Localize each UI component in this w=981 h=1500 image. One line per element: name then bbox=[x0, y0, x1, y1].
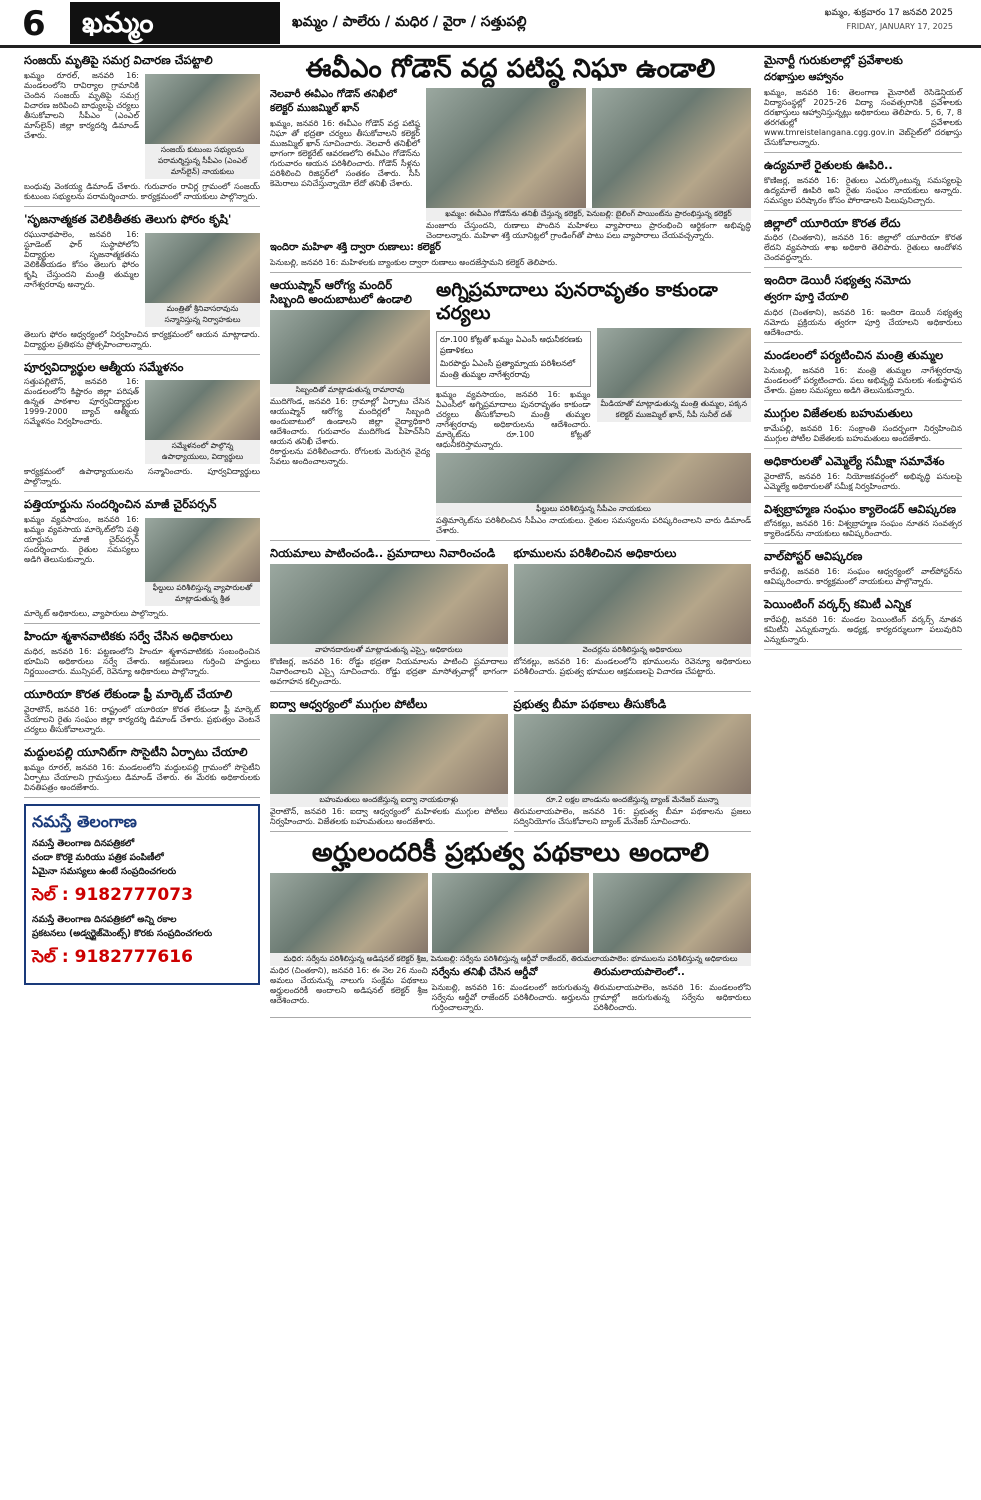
article-body: కొణిజర్ల, జనవరి 16: రోడ్డు భద్రతా నియమాలను పాటించి ప్రమాదాలు నివారించాలని ఎస్సై సూచించారు. రోడ్డు భద్రతా మాసోత్సవాల్లో భాగంగా అవగాహన కల్పించారు. bbox=[270, 656, 508, 686]
headline: వాల్‌పోస్టర్ ఆవిష్కరణ bbox=[764, 549, 863, 564]
headline: 'సృజనాత్మకత వెలికితీతకు తెలుగు ఫోరం కృషి' bbox=[24, 211, 232, 226]
article-body: ఖమ్మం రూరల్, జనవరి 16: మండలంలోని మద్దులపల్లి గ్రామంలో సొసైటీని ఏర్పాటు చేయాలని గ్రామస్తులు డిమాండ్ చేశారు. ఈ మేరకు అధికారులకు వినతిపత్రం అందజేశారు. bbox=[24, 762, 260, 792]
page-number: 6 bbox=[22, 4, 46, 44]
highlight-box bbox=[436, 331, 591, 387]
photo-caption: ఖమ్మం: ఈవీఎం గోడౌన్‌ను తనిఖీ చేస్తున్న కలెక్టర్, పెనుబల్లి: బైలింగ్ పాయింట్‌ను ప్రారంభిస్తున్న కలెక్టర్ bbox=[426, 208, 751, 221]
headline: నియమాలు పాటించండి.. ప్రమాదాలు నివారించండి bbox=[270, 545, 496, 560]
article-body: కొణిజర్ల, జనవరి 16: రైతులు ఎదుర్కొంటున్న సమస్యలపై ఉద్యమాలే ఊపిరి అని రైతు సంఘం నాయకులు అన్నారు. సమస్యల పరిష్కారం కోసం పోరాడాలని పిలుపునిచ్చారు. bbox=[764, 175, 962, 205]
article-mla-review bbox=[764, 455, 962, 497]
article-body: మార్కెట్ అధికారులు, వ్యాపారులు పాల్గొన్నారు. bbox=[24, 609, 169, 619]
photo-caption: బహుమతులు అందజేస్తున్న ఐద్వా నాయకురాళ్లు bbox=[270, 794, 508, 807]
article-body: ముదిగొండ, జనవరి 16: గ్రామాల్లో ఏర్పాటు చేసిన ఆయుష్మాన్ ఆరోగ్య మందిర్లలో సిబ్బంది అందుబాటులో ఉండాలని జిల్లా వైద్యాధికారి ఆదేశించారు. గురువారం ముదిగొండ పీహెచ్‌సీని ఆయన తనిఖీ చేశారు. bbox=[270, 396, 430, 446]
headline: అర్హులందరికీ ప్రభుత్వ పథకాలు అందాలి bbox=[311, 838, 710, 869]
article-alumni bbox=[24, 361, 260, 493]
article-body: బంధువు వెంకయ్య డిమాండ్ చేశారు. గురువారం రావిర్ల గ్రామంలో సంజయ్ కుటుంబ సభ్యులను పరామర్శించారు. కార్యక్రమంలో నాయకులు పాల్గొన్నారు. bbox=[24, 181, 260, 201]
article-body: కారేపల్లి, జనవరి 16: మండల పెయింటింగ్ వర్కర్స్ నూతన కమిటీని ఎన్నుకున్నారు. అధ్యక్ష, కార్యదర్శులుగా పలువురిని ఎన్నుకున్నారు. bbox=[764, 614, 962, 644]
article-body: బోనకల్లు, జనవరి 16: మండలంలోని భూములను రెవెన్యూ అధికారులు పరిశీలించారు. ప్రభుత్వ భూముల ఆక్రమణలపై విచారణ చేపట్టారు. bbox=[513, 656, 751, 676]
photo-caption: మీడియాతో మాట్లాడుతున్న మంత్రి తుమ్మల, పక్కన కలెక్టర్ ముజమ్మిల్ ఖాన్, సీపీ సునీల్ దత్ bbox=[597, 398, 752, 422]
headline: ఉద్యమాలే రైతులకు ఊపిరి.. bbox=[764, 157, 893, 172]
article-body: ఖమ్మం వ్యవసాయం, జనవరి 16: ఖమ్మం ఏఎంసీలో అగ్నిప్రమాదాలు పునరావృతం కాకుండా చర్యలు తీసుకోవాలని మంత్రి తుమ్మల నాగేశ్వరరావు అధికారులను ఆదేశించారు. మార్కెట్‌ను రూ.100 కోట్లతో ఆధునీకరిస్తామన్నారు. bbox=[436, 389, 591, 449]
article-body: బోనకల్లు, జనవరి 16: విశ్వబ్రాహ్మణ సంఘం నూతన సంవత్సర క్యాలెండర్‌ను నాయకులు ఆవిష్కరించారు. bbox=[764, 519, 962, 539]
article-insurance bbox=[514, 698, 752, 833]
news-photo bbox=[592, 88, 752, 208]
article-body: రికార్డులను పరిశీలించారు. రోగులకు మెరుగైన వైద్య సేవలు అందించాలన్నారు. bbox=[270, 446, 430, 466]
photo-caption: సంజయ్ కుటుంబ సభ్యులను పరామర్శిస్తున్న సీపీఎం (ఎంఎల్ మాస్‌లైన్) నాయకులు bbox=[145, 144, 260, 179]
subheadline: దరఖాస్తుల ఆహ్వానం bbox=[764, 71, 844, 83]
edition-title: ఖమ్మం bbox=[70, 2, 280, 44]
subheadline: నెలవారీ ఈవీఎం గోడౌన్ తనిఖీలో కలెక్టర్ ముజమ్మిల్ ఖాన్ bbox=[270, 89, 397, 115]
article-cotton-yard bbox=[24, 498, 260, 624]
headline: మండలంలో పర్యటించిన మంత్రి తుమ్మల bbox=[764, 348, 944, 363]
article-calendar-launch bbox=[764, 503, 962, 545]
photo-caption: ఫీల్డులు పరిశీలిస్తున్న వ్యాపారులతో మాట్లాడుతున్న శ్రీత bbox=[145, 582, 260, 606]
article-body: కారేపల్లి, జనవరి 16: సంఘం ఆధ్వర్యంలో వాల్‌పోస్టర్‌ను ఆవిష్కరించారు. కార్యక్రమంలో నాయకులు పాల్గొన్నారు. bbox=[764, 567, 962, 587]
photo-caption: వాహనదారులతో మాట్లాడుతున్న ఎస్సై, అధికారులు bbox=[270, 644, 508, 657]
article-body: ఖమ్మం రూరల్, జనవరి 16: మండలంలోని రావిర్యాల గ్రామానికి చెందిన సంజయ్ మృతిపై సమగ్ర విచారణ జరిపించి బాధ్యులపై చర్యలు తీసుకోవాలని సీపీఎం (ఎంఎల్ మాస్‌లైన్) జిల్లా కార్యదర్శి డిమాండ్ చేశారు. bbox=[24, 70, 139, 140]
article-body: మధిర (చింతకాని), జనవరి 16: ఇందిరా డెయిరీ సభ్యత్వ నమోదు ప్రక్రియను త్వరగా పూర్తి చేయాలని అధికారులు ఆదేశించారు. bbox=[764, 308, 962, 338]
photo-caption: మధిర: సర్వేను పరిశీలిస్తున్న అడిషనల్ కలెక్టర్ శ్రీజ, పెనుబల్లి: సర్వేను పరిశీలిస్తున్న ఆర్డీవో రాజేందర్, తిరుమలాయపాలెం: భూములను పరిశీలిస్తున్న అధికారులు bbox=[270, 953, 751, 966]
headline: పూర్వవిద్యార్థుల ఆత్మీయ సమ్మేళనం bbox=[24, 359, 184, 374]
ad-text: నమస్తే తెలంగాణ దినపత్రికలో bbox=[32, 838, 135, 849]
headline: అధికారులతో ఎమ్మెల్యే సమీక్షా సమావేశం bbox=[764, 453, 945, 468]
headline: హిందూ శ్మశానవాటికకు సర్వే చేసిన అధికారులు bbox=[24, 629, 233, 644]
column-left bbox=[24, 54, 260, 985]
highlight-item: మిరపొద్దు ఏఎంసీ ప్రత్యామ్నాయ పరిశీలనలో మంత్రి తుమ్మల నాగేశ్వరరావు bbox=[440, 358, 576, 379]
photo-caption: వెంచర్లను పరిశీలిస్తున్న అధికారులు bbox=[514, 644, 752, 657]
article-farmers-movement bbox=[764, 159, 962, 211]
article-rangoli-prizes bbox=[764, 407, 962, 449]
news-photo bbox=[514, 714, 752, 794]
article-minister-visit bbox=[764, 349, 962, 401]
article-body: తెలుగు ఫోరం ఆధ్వర్యంలో నిర్వహించిన కార్యక్రమంలో ఆయన మాట్లాడారు. విద్యార్థుల ప్రతిభను ప్రోత్సహించాలన్నారు. bbox=[24, 329, 260, 349]
ad-phone: సెల్ : 9182777073 bbox=[32, 884, 193, 905]
subheadline: సర్వేను తనిఖీ చేసిన ఆర్డీవో bbox=[431, 966, 538, 978]
photo-caption: మంత్రితో శ్రీనివాసరావును సన్మానిస్తున్న నిర్వాహకులు bbox=[145, 303, 260, 327]
news-photo bbox=[436, 453, 751, 503]
article-sanjay bbox=[24, 54, 260, 207]
article-body: వైరాటౌన్, జనవరి 16: రాష్ట్రంలో యూరియా కొరత లేకుండా ఫ్రీ మార్కెట్ చేయాలని రైతు సంఘం జిల్లా కార్యదర్శి డిమాండ్ చేశారు. ప్రభుత్వం వెంటనే చర్యలు తీసుకోవాలన్నారు. bbox=[24, 704, 260, 734]
news-photo bbox=[145, 380, 260, 440]
ad-brand: నమస్తే తెలంగాణ bbox=[32, 811, 137, 831]
article-road-safety bbox=[270, 547, 508, 692]
article-health-center bbox=[270, 279, 430, 541]
news-photo bbox=[514, 564, 752, 644]
article-minority-gurukul bbox=[764, 54, 962, 153]
news-photo bbox=[270, 310, 430, 384]
headline: భూములను పరిశీలించిన అధికారులు bbox=[513, 545, 677, 560]
photo-caption: రూ.2 లక్షల బాండును అందజేస్తున్న బ్యాంక్ మేనేజర్ మున్నా bbox=[514, 794, 752, 807]
article-body: పత్తిమార్కెట్‌ను పరిశీలించిన సీపీఎం నాయకులు. రైతుల సమస్యలను పరిష్కరించాలని వారు డిమాండ్ చేశారు. bbox=[436, 515, 751, 535]
article-body: పెనుబల్లి, జనవరి 16: మంత్రి తుమ్మల నాగేశ్వరరావు మండలంలో పర్యటించారు. పలు అభివృద్ధి పనులకు శంకుస్థాపన చేశారు. ప్రజల సమస్యలు అడిగి తెలుసుకున్నారు. bbox=[764, 365, 962, 395]
news-photo bbox=[145, 518, 260, 582]
headline: ఇందిరా డెయిరీ సభ్యత్వ నమోదు bbox=[764, 273, 911, 288]
photo-caption: ఫీల్డులు పరిశీలిస్తున్న సీపీఎం నాయకులు bbox=[436, 503, 751, 516]
ad-phone: సెల్ : 9182777616 bbox=[32, 946, 193, 967]
article-dairy bbox=[764, 274, 962, 343]
news-photo bbox=[145, 233, 260, 303]
headline: ప్రభుత్వ బీమా పథకాలు తీసుకోండి bbox=[513, 696, 667, 711]
news-photo bbox=[432, 873, 590, 953]
article-body: తిరుమలాయపాలెం, జనవరి 16: మండలంలోని గ్రామాల్లో జరుగుతున్న సర్వేను అధికారులు పరిశీలించారు. bbox=[593, 982, 752, 1012]
article-painting-workers bbox=[764, 598, 962, 650]
news-photo bbox=[426, 88, 586, 208]
news-photo bbox=[597, 328, 752, 398]
headline: జిల్లాలో యూరియా కొరత లేదు bbox=[764, 215, 901, 230]
article-body: మధిర, జనవరి 16: పట్టణంలోని హిందూ శ్మశానవాటికకు సంబంధించిన భూమిని అధికారులు సర్వే చేశారు. ఆక్రమణలు గుర్తించి హద్దులు నిర్ణయించారు. మున్సిపల్, రెవెన్యూ అధికారులు పాల్గొన్నారు. bbox=[24, 646, 260, 676]
article-body: మంజూరు చేస్తుందని, రుణాలు పొందిన మహిళలు వ్యాపారాలు ప్రారంభించి ఆర్థికంగా అభివృద్ధి చెందాలన్నారు. మహిళా శక్తి యూనిట్లలో గ్రాండింగ్‌తో పాటు పలు వ్యాపారాలు చేయవచ్చన్నారు. bbox=[426, 221, 751, 241]
article-body: ఖమ్మం, జనవరి 16: తెలంగాణ మైనారిటీ రెసిడెన్షియల్ విద్యాసంస్థల్లో 2025-26 విద్యా సంవత్సరానికి ప్రవేశాలకు దరఖాస్తులు ఆహ్వానిస్తున్నట్లు అధికారులు తెలిపారు. 5, 6, 7, 8 తరగతుల్లో ప్రవేశాలకు www.tmreistelangana.cgg.gov.in వెబ్‌సైట్‌లో దరఖాస్తు చేసుకోవాలన్నారు. bbox=[764, 87, 962, 147]
article-urea bbox=[24, 688, 260, 740]
article-no-urea-shortage bbox=[764, 217, 962, 269]
section-list: ఖమ్మం / పాలేరు / మధిర / వైరా / సత్తుపల్లి bbox=[292, 14, 527, 30]
column-center bbox=[270, 54, 751, 1024]
photo-caption: సమ్మేళనంలో పాల్గొన్న ఉపాధ్యాయులు, విద్యార్థులు bbox=[145, 440, 260, 464]
date-telugu: ఖమ్మం, శుక్రవారం 17 జనవరి 2025 bbox=[824, 8, 953, 18]
article-body: పెనుబల్లి, జనవరి 16: మహిళలకు బ్యాంకుల ద్వారా రుణాలు అందజేస్తామని కలెక్టర్ తెలిపారు. bbox=[270, 258, 558, 268]
ad-text: చందా కొరకై మరియు పత్రిక పంపిణీలో bbox=[32, 852, 164, 863]
article-society bbox=[24, 746, 260, 798]
article-fire-prevention bbox=[436, 279, 751, 541]
article-cemetery-survey bbox=[24, 630, 260, 682]
photo-caption: సిబ్బందితో మాట్లాడుతున్న రామారావు bbox=[270, 384, 430, 397]
date-english: FRIDAY, JANUARY 17, 2025 bbox=[846, 22, 953, 31]
headline: అగ్నిప్రమాదాలు పునరావృతం కాకుండా చర్యలు bbox=[436, 279, 718, 324]
news-photo bbox=[145, 74, 260, 144]
news-photo bbox=[270, 873, 428, 953]
article-body: పెనుబల్లి, జనవరి 16: మండలంలో జరుగుతున్న సర్వేను ఆర్డీవో రాజేందర్ పరిశీలించారు. అర్హులను గుర్తించాలన్నారు. bbox=[431, 982, 590, 1012]
headline: పెయింటింగ్ వర్కర్స్ కమిటీ ఎన్నిక bbox=[764, 597, 912, 612]
article-body: మధిర (చింతకాని), జనవరి 16: జిల్లాలో యూరియా కొరత లేదని వ్యవసాయ శాఖ అధికారి తెలిపారు. రైతులు ఆందోళన చెందవద్దన్నారు. bbox=[764, 233, 962, 263]
article-body: ఖమ్మం, జనవరి 16: ఈవీఎం గోడౌన్ వద్ద పటిష్ఠ నిఘా తో భద్రతా చర్యలు తీసుకోవాలని కలెక్టర్ ముజమ్మిల్ ఖాన్ సూచించారు. నెలవారీ తనిఖీలో భాగంగా కలెక్టరేట్ ఆవరణలోని ఈవీఎం గోడౌన్‌ను గురువారం ఆయన పరిశీలించారు. గోడౌన్ సీళ్లను పరిశీలించి రిజిస్టర్‌లో సంతకం చేశారు. సీసీ కెమెరాలు పనిచేస్తున్నాయో లేదో తనిఖీ చేశారు. bbox=[270, 119, 420, 189]
headline: మద్దులపల్లి యూనిట్‌గా సొసైటీని ఏర్పాటు చేయాలి bbox=[24, 744, 248, 759]
ad-text: ఏమైనా సమస్యలు ఉంటే సంప్రదించగలరు bbox=[32, 866, 177, 877]
subheadline: తిరుమలాయపాలెంలో.. bbox=[593, 966, 685, 978]
ad-text: నమస్తే తెలంగాణ దినపత్రికలో అన్ని రకాల bbox=[32, 914, 177, 925]
article-telugu-forum bbox=[24, 213, 260, 355]
article-land-inspection bbox=[514, 547, 752, 692]
subheadline: త్వరగా పూర్తి చేయాలి bbox=[764, 292, 849, 304]
highlight-item: రూ.100 కోట్లతో ఖమ్మం ఏఎంసీ ఆధునీకరణకు ప్రణాళికలు bbox=[440, 334, 583, 355]
article-body: వైరాటౌన్, జనవరి 16: ఐద్వా ఆధ్వర్యంలో మహిళలకు ముగ్గుల పోటీలు నిర్వహించారు. విజేతలకు బహుమతులు అందజేశారు. bbox=[270, 807, 508, 827]
headline: ఆయుష్మాన్ ఆరోగ్య మందిర్ సిబ్బంది అందుబాటులో ఉండాలి bbox=[270, 278, 412, 306]
article-rangoli bbox=[270, 698, 508, 833]
article-body: సత్తుపల్లిటౌన్, జనవరి 16: మండలంలోని కిష్టారం జిల్లా పరిషత్ ఉన్నత పాఠశాల పూర్వవిద్యార్థుల 1999-2000 బ్యాచ్ ఆత్మీయ సమ్మేళనం నిర్వహించారు. bbox=[24, 377, 139, 427]
headline: ఐద్వా ఆధ్వర్యంలో ముగ్గుల పోటీలు bbox=[270, 696, 428, 711]
article-body: ఖమ్మం వ్యవసాయం, జనవరి 16: ఖమ్మం వ్యవసాయ మార్కెట్‌లోని పత్తి యార్డును మాజీ చైర్‌పర్సన్ సందర్శించారు. రైతుల సమస్యలు అడిగి తెలుసుకున్నారు. bbox=[24, 515, 139, 565]
lead-headline: ఈవీఎం గోడౌన్ వద్ద పటిష్ఠ నిఘా ఉండాలి bbox=[305, 54, 716, 84]
headline: ముగ్గుల విజేతలకు బహుమతులు bbox=[764, 405, 913, 420]
article-body: కామేపల్లి, జనవరి 16: సంక్రాంతి సందర్భంగా నిర్వహించిన ముగ్గుల పోటీల విజేతలకు బహుమతులు అందజేశారు. bbox=[764, 423, 962, 443]
article-body: మధిర (చింతకాని), జనవరి 16: ఈ నెల 26 నుంచి అమలు చేయనున్న నాలుగు సంక్షేమ పథకాలు అర్హులందరికీ అందాలని అడిషనల్ కలెక్టర్ శ్రీజ ఆదేశించారు. bbox=[270, 965, 428, 1005]
headline: మైనార్టీ గురుకులాల్లో ప్రవేశాలకు bbox=[764, 53, 903, 67]
article-body: రఘునాథపాలెం, జనవరి 16: స్టూడెంట్ ఫార్ సుస్థాపోలోని విద్యార్థుల సృజనాత్మకతను వెలికితీయడం కోసం తెలుగు ఫోరం కృషి చేస్తుందని మంత్రి తుమ్మల నాగేశ్వరరావు అన్నారు. bbox=[24, 229, 139, 289]
lead-article-evm bbox=[270, 54, 751, 273]
news-photo bbox=[593, 873, 751, 953]
news-photo bbox=[270, 714, 508, 794]
column-right bbox=[764, 54, 962, 656]
subheadline: ఇందిరా మహిళా శక్తి ద్వారా రుణాలు: కలెక్టర్ bbox=[270, 242, 441, 254]
headline: విశ్వబ్రాహ్మణ సంఘం క్యాలెండర్ ఆవిష్కరణ bbox=[764, 501, 956, 516]
headline: యూరియా కొరత లేకుండా ఫ్రీ మార్కెట్ చేయాలి bbox=[24, 686, 233, 701]
article-wallposter bbox=[764, 550, 962, 592]
article-body: తిరుమలాయపాలెం, జనవరి 16: ప్రభుత్వ బీమా పథకాలను ప్రజలు సద్వినియోగం చేసుకోవాలని బ్యాంక్ మేనేజర్ సూచించారు. bbox=[513, 807, 751, 827]
article-body: కార్యక్రమంలో ఉపాధ్యాయులను సన్మానించారు. పూర్వవిద్యార్థులు పాల్గొన్నారు. bbox=[24, 467, 260, 487]
masthead bbox=[0, 0, 981, 48]
headline: సంజయ్ మృతిపై సమగ్ర విచారణ చేపట్టాలి bbox=[24, 53, 213, 67]
subscription-ad bbox=[24, 804, 260, 985]
article-welfare-schemes bbox=[270, 838, 751, 1017]
news-photo bbox=[270, 564, 508, 644]
headline: పత్తియార్డును సందర్శించిన మాజీ చైర్‌పర్సన్ bbox=[24, 497, 217, 512]
ad-text: ప్రకటనలు (అడ్వర్టైజ్‌మెంట్స్) కొరకు సంప్రదించగలరు bbox=[32, 928, 213, 939]
article-body: వైరాటౌన్, జనవరి 16: నియోజకవర్గంలో అభివృద్ధి పనులపై ఎమ్మెల్యే అధికారులతో సమీక్ష నిర్వహించారు. bbox=[764, 471, 962, 491]
